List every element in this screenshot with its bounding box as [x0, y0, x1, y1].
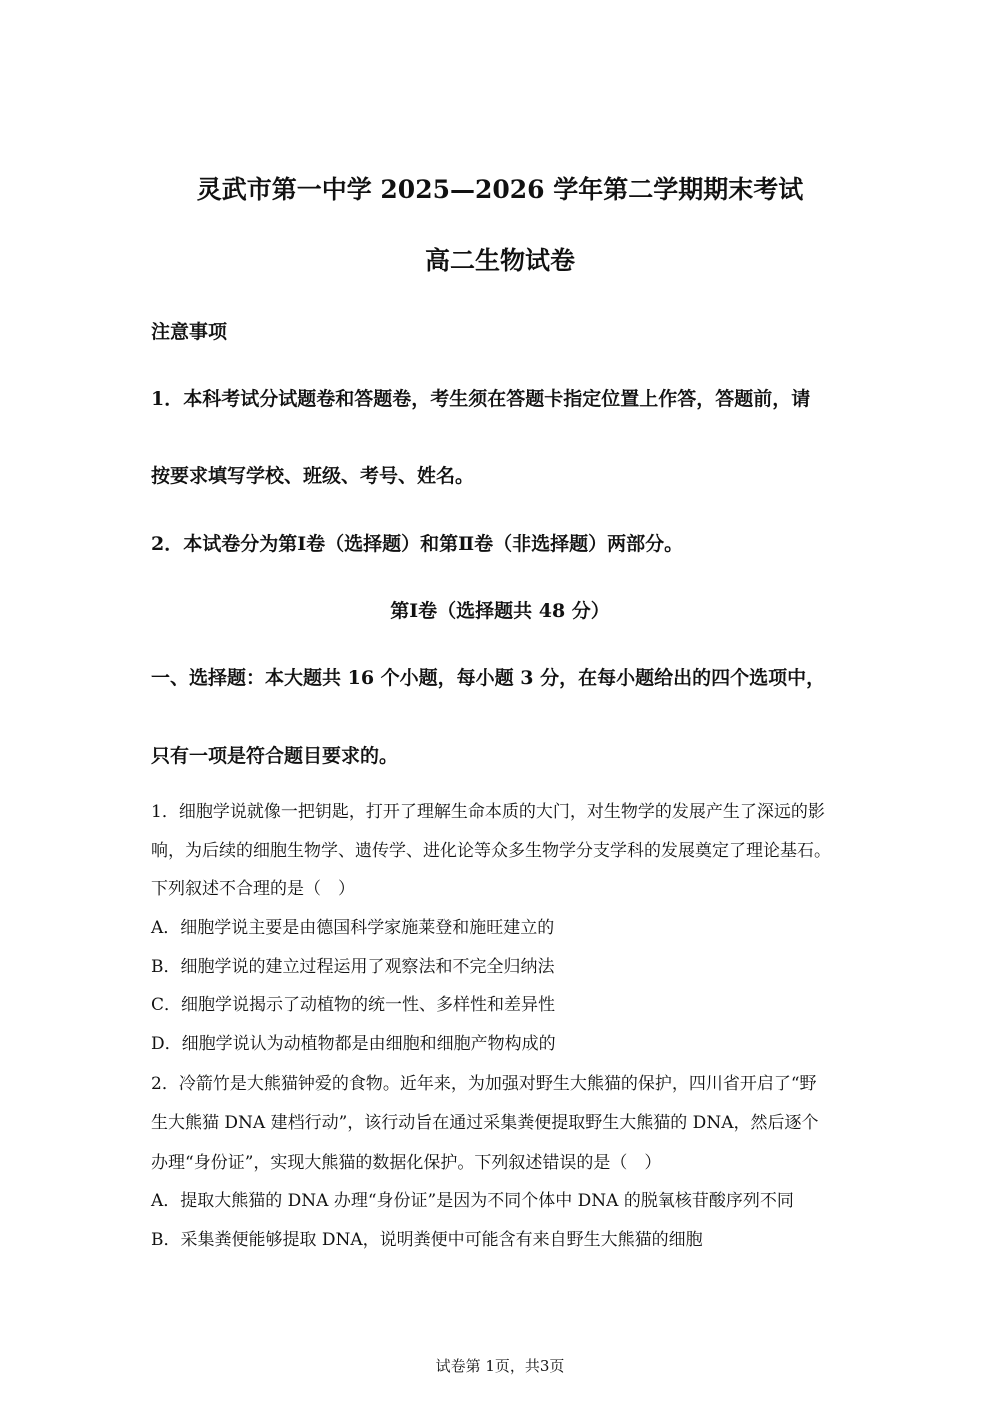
page-footer: 试卷第 1页，共3页	[435, 1357, 565, 1375]
exam-title: 灵武市第一中学 2025—2026 学年第二学期期末考试	[196, 175, 804, 204]
question-2-stem-line-1: 2．冷箭竹是大熊猫钟爱的食物。近年来，为加强对野生大熊猫的保护，四川省开启了“野	[151, 1074, 817, 1094]
question-2-option-a: A．提取大熊猫的 DNA 办理“身份证”是因为不同个体中 DNA 的脱氧核苷酸序列不同	[151, 1191, 794, 1211]
question-1-option-d: D．细胞学说认为动植物都是由细胞和细胞产物构成的	[151, 1034, 556, 1054]
question-1-option-a: A．细胞学说主要是由德国科学家施莱登和施旺建立的	[151, 918, 555, 938]
question-1-option-b: B．细胞学说的建立过程运用了观察法和不完全归纳法	[151, 957, 555, 977]
question-1-stem-line-1: 1．细胞学说就像一把钥匙，打开了理解生命本质的大门，对生物学的发展产生了深远的影	[151, 802, 825, 822]
question-1-stem-line-3: 下列叙述不合理的是（ ）	[151, 879, 355, 899]
question-2-stem-line-3: 办理“身份证”，实现大熊猫的数据化保护。下列叙述错误的是（ ）	[151, 1153, 662, 1173]
question-2-stem-line-2: 生大熊猫 DNA 建档行动”，该行动旨在通过采集粪便提取野生大熊猫的 DNA，然后逐个	[151, 1113, 819, 1133]
part1-heading: 第Ⅰ卷（选择题共 48 分）	[390, 600, 610, 622]
question-1-stem-line-2: 响，为后续的细胞生物学、遗传学、进化论等众多生物学分支学科的发展奠定了理论基石。	[151, 841, 831, 861]
notice-item-1-line-2: 按要求填写学校、班级、考号、姓名。	[151, 465, 475, 487]
notice-heading: 注意事项	[151, 321, 228, 343]
exam-subtitle: 高二生物试卷	[424, 246, 575, 275]
question-2-option-b: B．采集粪便能够提取 DNA，说明粪便中可能含有来自野生大熊猫的细胞	[151, 1230, 703, 1250]
question-1-option-c: C．细胞学说揭示了动植物的统一性、多样性和差异性	[151, 995, 556, 1015]
section-instruction-line-2: 只有一项是符合题目要求的。	[151, 745, 399, 767]
notice-item-1-line-1: 1．本科考试分试题卷和答题卷，考生须在答题卡指定位置上作答，答题前，请	[151, 388, 811, 410]
section-instruction-line-1: 一、选择题：本大题共 16 个小题，每小题 3 分，在每小题给出的四个选项中，	[151, 667, 826, 689]
notice-item-2: 2．本试卷分为第Ⅰ卷（选择题）和第Ⅱ卷（非选择题）两部分。	[151, 533, 684, 555]
